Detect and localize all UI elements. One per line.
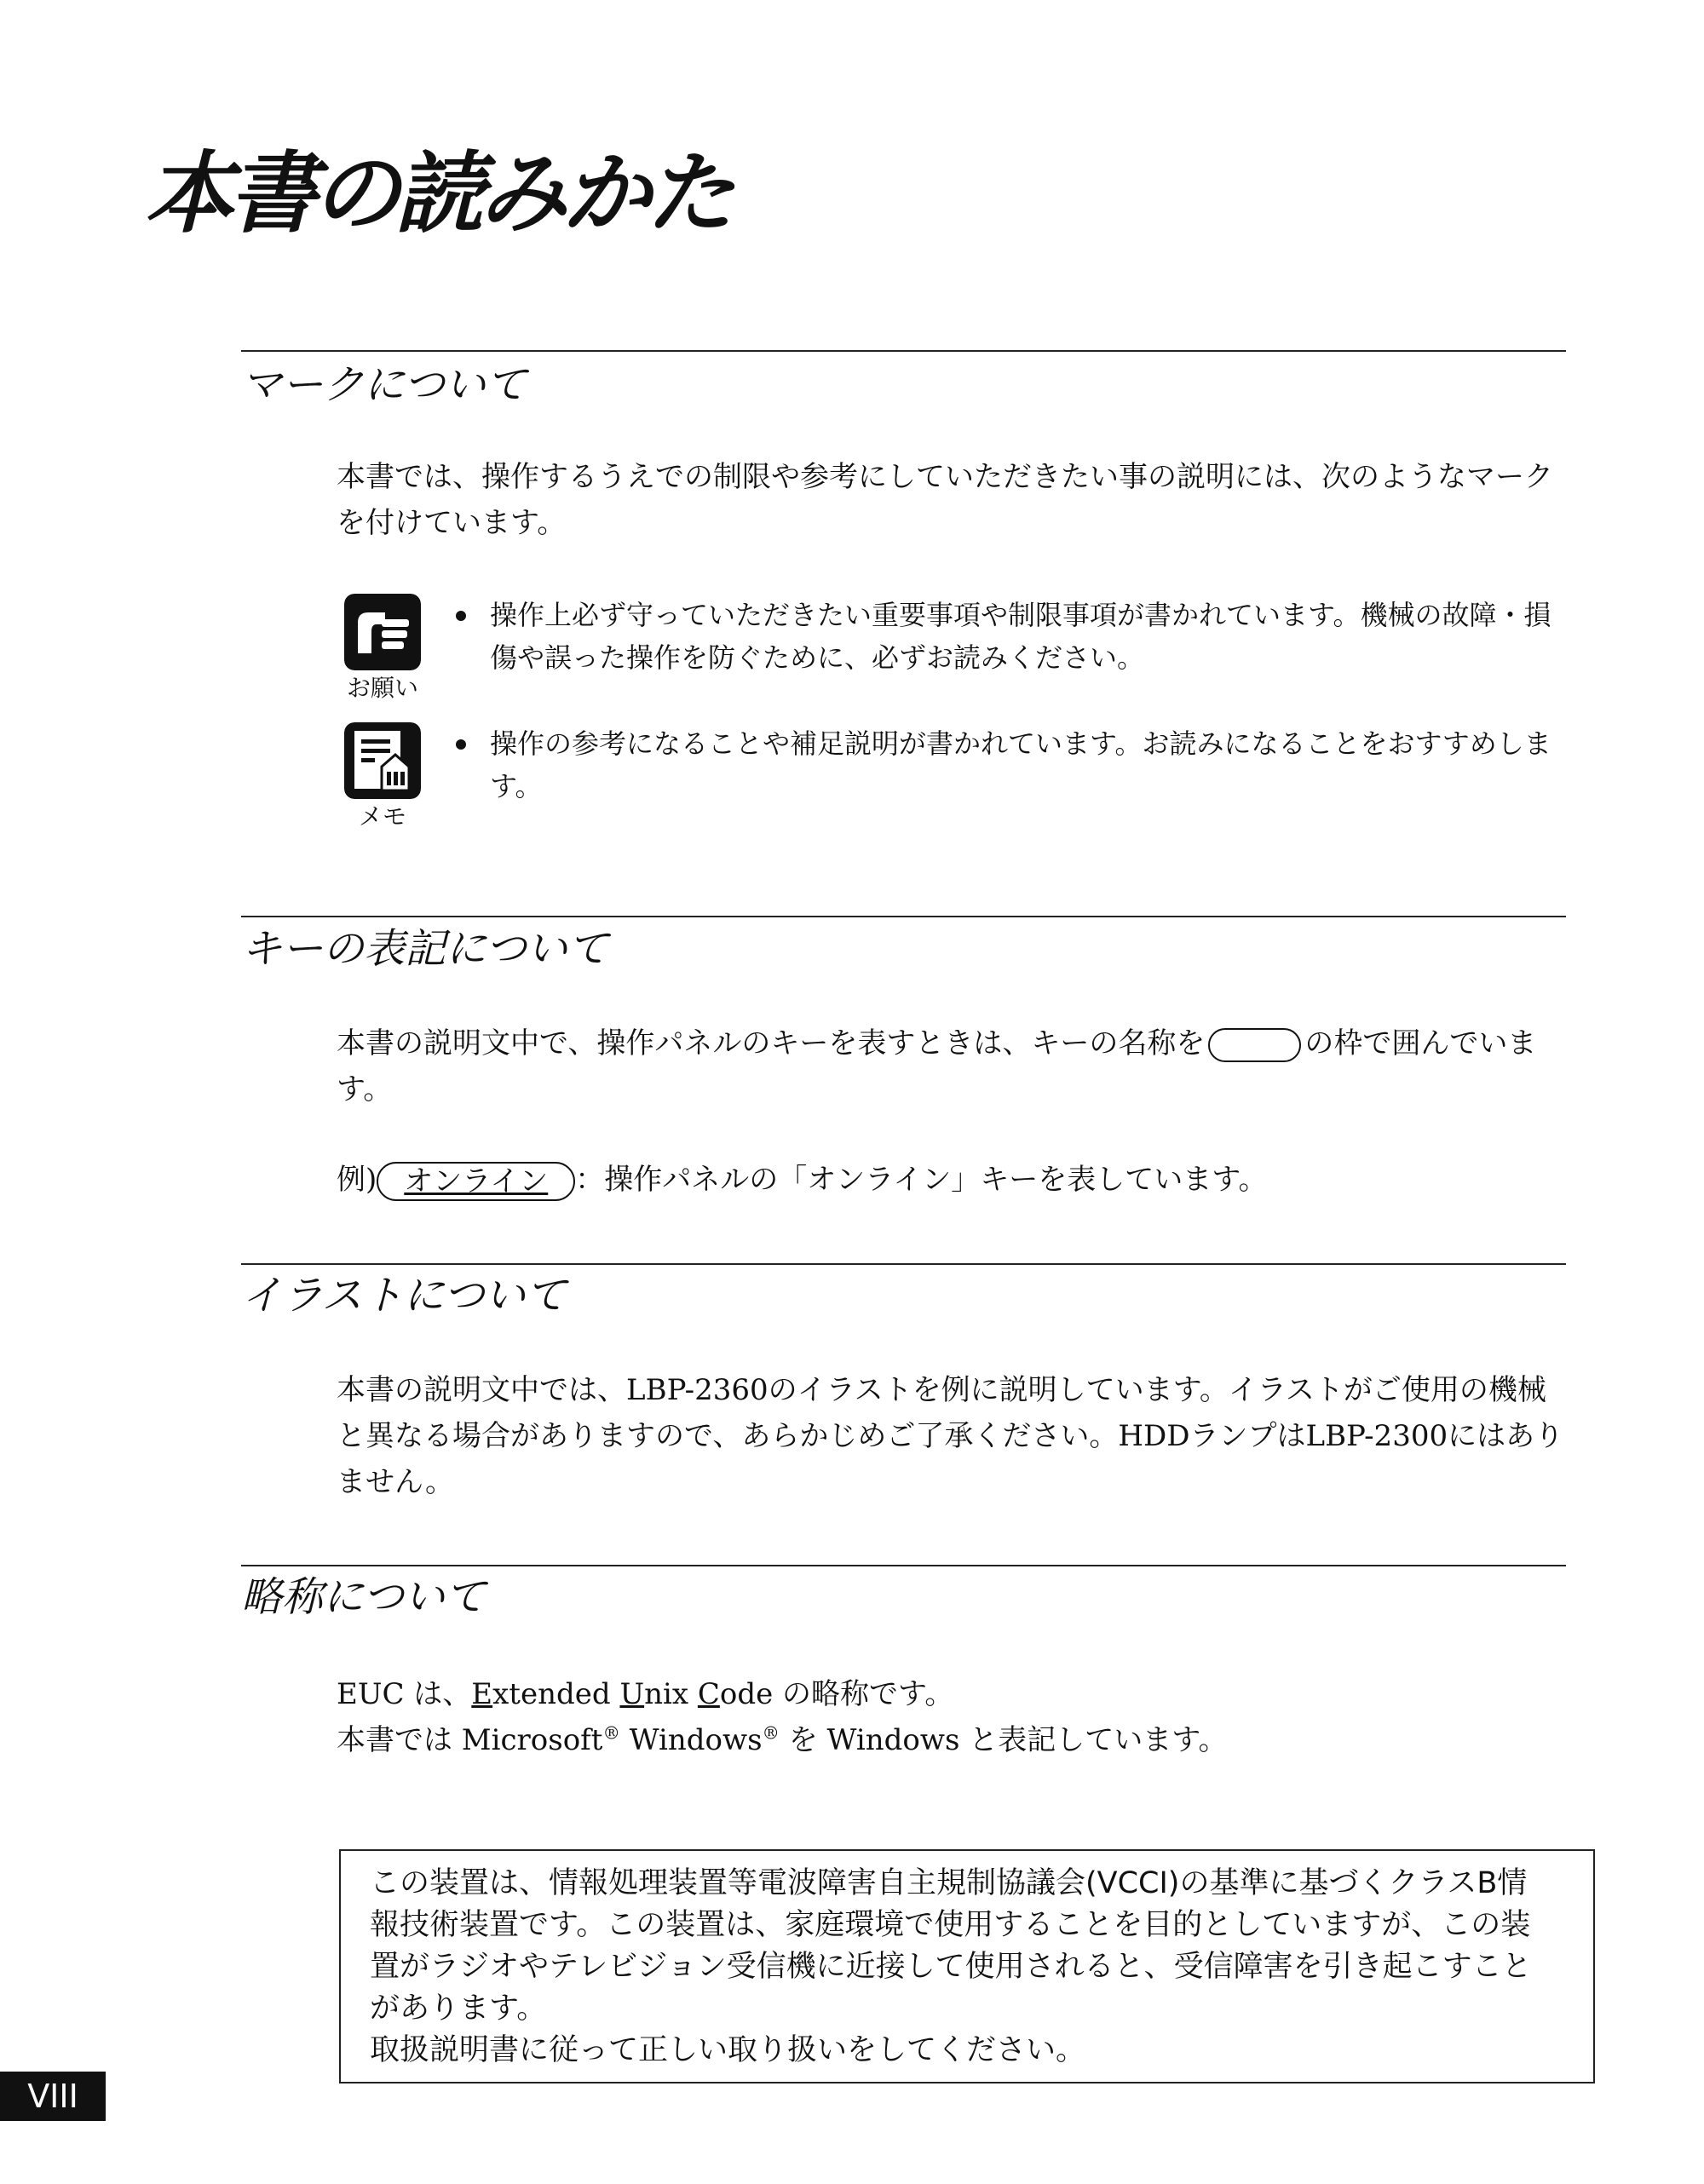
online-key-example: オンライン [377,1162,575,1201]
registered-mark: ® [762,1722,780,1744]
registered-mark: ® [602,1722,620,1744]
keys-text-before: 本書の説明文中で、操作パネルのキーを表すときは、キーの名称を [337,1026,1206,1060]
section-divider [241,916,1566,917]
euc-word-xtended: xtended [492,1677,620,1711]
example-text: ：操作パネルの「オンライン」キーを表しています。 [575,1163,1268,1197]
euc-letter-c: C [697,1677,720,1711]
keys-example [337,1157,1572,1203]
note-request-text: 操作上必ず守っていただきたい重要事項や制限事項が書かれています。機械の故障・損傷や誤った操作を防ぐために、必ずお読みください。 [456,594,1572,679]
note-memo [337,722,1572,833]
keys-text-after: の枠で囲んでいます。 [337,1026,1537,1106]
section-heading-illustrations: イラストについて [241,1272,567,1319]
page-title: 本書の読みかた [145,141,730,245]
vcci-line: 報技術装置です。この装置は、家庭環境で使用することを目的としていますが、この装 [370,1908,1531,1942]
vcci-line: この装置は、情報処理装置等電波障害自主規制協議会(VCCI)の基準に基づくクラスB情 [370,1866,1528,1900]
page-number: VIII [0,2072,106,2121]
section-heading-marks: マークについて [241,361,527,409]
section-divider [241,1565,1566,1566]
euc-suffix: ode の略称です。 [719,1677,954,1711]
euc-word-nix: nix [644,1677,698,1711]
illustrations-text: 本書の説明文中では、LBP-2360のイラストを例に説明しています。イラストがご使用の機械と異なる場合がありますので、あらかじめご了承ください。HDDランプはLBP-2300にはありません。 [337,1373,1564,1499]
memo-book-icon [343,722,422,830]
vcci-line: 置がラジオやテレビジョン受信機に近接して使用されると、受信障害を引き起こすこと [370,1950,1532,1984]
example-prefix: 例) [337,1163,377,1197]
windows-suffix: を Windows と表記しています。 [779,1723,1228,1757]
windows-prefix: 本書では Microsoft [337,1723,603,1757]
note-request [337,594,1572,704]
section-divider [241,1263,1566,1265]
section-heading-keys: キーの表記について [241,925,609,973]
euc-prefix: EUC は、 [337,1677,472,1711]
windows-mid: Windows [619,1723,763,1757]
abbreviations-text [337,1671,1572,1763]
memo-icon-caption: メモ [358,802,406,830]
vcci-notice-box [339,1849,1595,2083]
note-memo-text: 操作の参考になることや補足説明が書かれています。お読みになることをおすすめします。 [456,722,1572,808]
request-hand-icon [343,594,422,701]
request-icon-caption: お願い [346,674,418,702]
marks-intro: 本書では、操作するうえでの制限や参考にしていただきたい事の説明には、次のようなマークを付けています。 [337,460,1553,540]
euc-letter-u: U [619,1677,645,1711]
key-frame-icon [1208,1028,1301,1062]
section-divider [241,350,1566,352]
euc-letter-e: E [471,1677,493,1711]
keys-description [337,1020,1572,1112]
vcci-line: があります。 [370,1991,547,2026]
section-heading-abbreviations: 略称について [241,1573,486,1621]
vcci-line: 取扱説明書に従って正しい取り扱いをしてください。 [370,2033,1086,2067]
